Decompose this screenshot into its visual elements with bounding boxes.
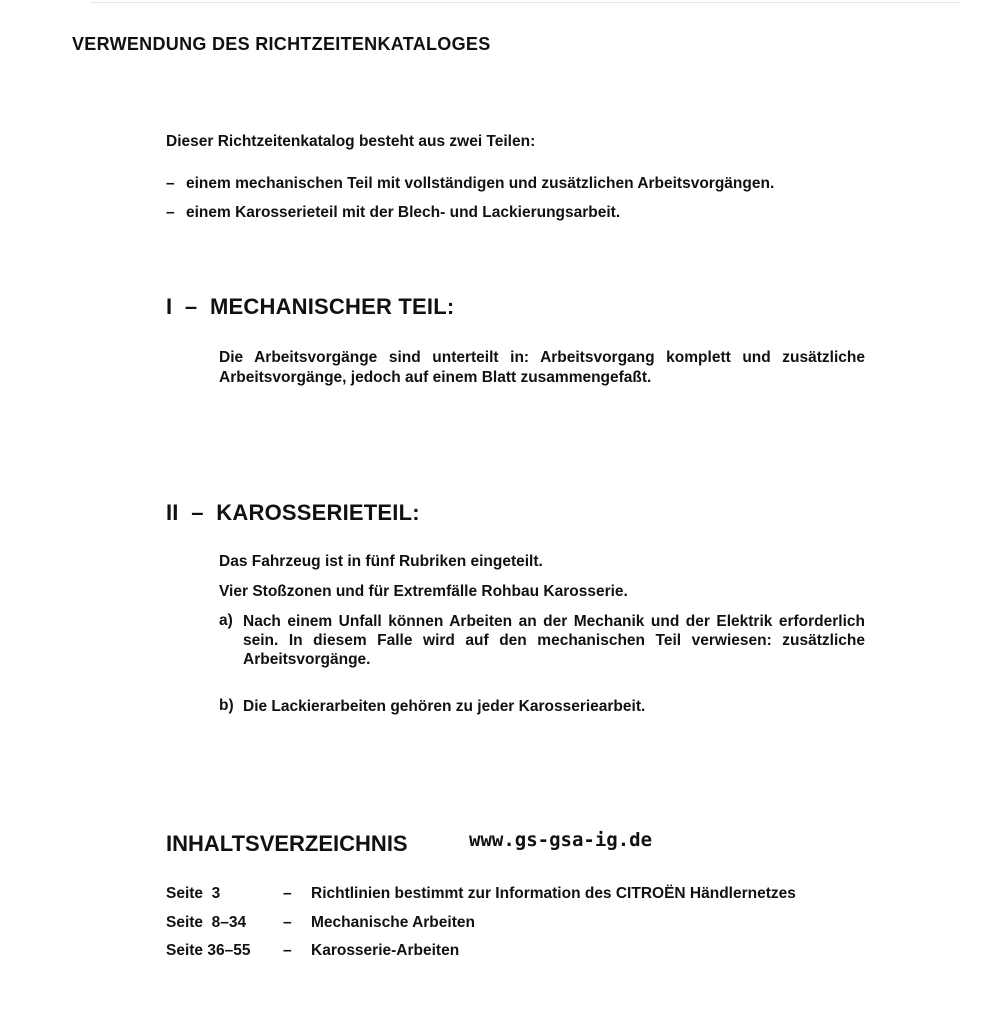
scan-edge-line <box>90 2 960 3</box>
list-item-letter: a) <box>219 612 233 629</box>
toc-pages: Seite 36–55 <box>166 942 251 959</box>
toc-pages: Seite 3 <box>166 885 221 902</box>
toc-heading: INHALTSVERZEICHNIS <box>166 831 408 856</box>
toc-dash: – <box>283 885 292 902</box>
bullet-text: einem mechanischen Teil mit vollständigen und zusätzlichen Arbeitsvorgängen. <box>186 175 775 192</box>
list-item-text: Nach einem Unfall können Arbeiten an der Mechanik und der Elektrik erforderlich sein. In diesem Falle wird auf den mechanischen Teil verwiesen: zusätzliche Arbeitsvorgänge. <box>243 613 865 668</box>
bullet-item <box>166 204 620 222</box>
bullet-item <box>166 175 774 193</box>
intro-text: Dieser Richtzeitenkatalog besteht aus zwei Teilen: <box>166 133 536 150</box>
section-body-line: Vier Stoßzonen und für Extremfälle Rohbau Karosserie. <box>219 583 628 600</box>
list-item-a <box>219 612 865 669</box>
list-item-b <box>219 697 865 716</box>
list-item-text: Die Lackierarbeiten gehören zu jeder Karosseriearbeit. <box>243 698 646 715</box>
toc-dash: – <box>283 942 292 959</box>
toc-description: Mechanische Arbeiten <box>311 914 475 931</box>
list-item-letter: b) <box>219 697 234 714</box>
website-link[interactable]: www.gs-gsa-ig.de <box>469 829 653 851</box>
toc-pages: Seite 8–34 <box>166 914 247 931</box>
section-heading-body: II – KAROSSERIETEIL: <box>166 500 420 525</box>
section-mechanical-text: Die Arbeitsvorgänge sind unterteilt in: Arbeitsvorgang komplett und zusätzliche Arbeitsvorgänge, jedoch auf einem Blatt zusammengefaßt. <box>219 349 865 386</box>
toc-description: Richtlinien bestimmt zur Information des CITROËN Händlernetzes <box>311 885 796 902</box>
toc-description: Karosserie-Arbeiten <box>311 942 460 959</box>
bullet-dash: – <box>166 204 175 221</box>
section-body-line: Das Fahrzeug ist in fünf Rubriken eingeteilt. <box>219 553 543 570</box>
toc-dash: – <box>283 914 292 931</box>
bullet-dash: – <box>166 175 175 192</box>
bullet-text: einem Karosserieteil mit der Blech- und Lackierungsarbeit. <box>186 204 621 221</box>
section-heading-mechanical: I – MECHANISCHER TEIL: <box>166 294 455 319</box>
page-title: VERWENDUNG DES RICHTZEITENKATALOGES <box>72 34 491 54</box>
